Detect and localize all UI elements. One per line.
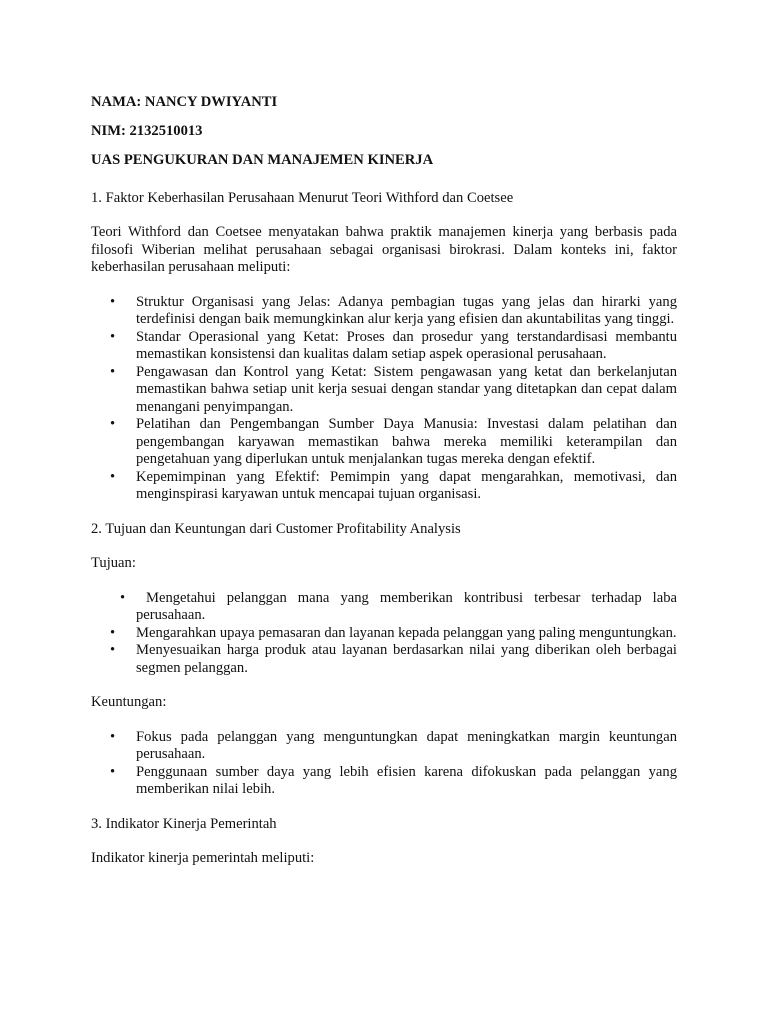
list-item: • Mengarahkan upaya pemasaran dan layanan kepada pelanggan yang paling menguntungkan. [136,625,677,643]
tujuan-list [91,590,677,678]
section-1-intro: Teori Withford dan Coetsee menyatakan bahwa praktik manajemen kinerja yang berbasis pada filosofi Wiberian melihat perusahaan sebagai organisasi birokrasi. Dalam konteks ini, faktor keberhasilan perusahaan meliputi: [91,224,677,275]
section-1-title: 1. Faktor Keberhasilan Perusahaan Menurut Teori Withford dan Coetsee [91,189,514,206]
section-3-title: 3. Indikator Kinerja Pemerintah [91,815,277,832]
list-item: • Mengetahui pelanggan mana yang memberikan kontribusi terbesar terhadap laba perusahaan. [136,590,677,625]
tujuan-label: Tujuan: [91,555,136,571]
keuntungan-list [91,729,677,799]
section-3-intro: Indikator kinerja pemerintah meliputi: [91,850,315,866]
list-item: • Standar Operasional yang Ketat: Proses dan prosedur yang terstandardisasi membantu memastikan konsistensi dan kualitas dalam setiap aspek operasional perusahaan. [136,329,677,364]
student-nim: NIM: 2132510013 [91,123,203,139]
list-item: • Struktur Organisasi yang Jelas: Adanya pembagian tugas yang jelas dan hirarki yang terdefinisi dengan baik memungkinkan alur kerja yang efisien dan akuntabilitas yang tinggi. [136,294,677,329]
list-item: • Pelatihan dan Pengembangan Sumber Daya Manusia: Investasi dalam pelatihan dan pengembangan karyawan memastikan bahwa mereka memiliki keterampilan dan pengetahuan yang diperlukan untuk menjalankan tugas mereka dengan efektif. [136,416,677,469]
student-name: NAMA: NANCY DWIYANTI [91,94,278,110]
list-item: • Kepemimpinan yang Efektif: Pemimpin yang dapat mengarahkan, memotivasi, dan menginspirasi karyawan untuk mencapai tujuan organisasi. [136,469,677,504]
list-item: • Pengawasan dan Kontrol yang Ketat: Sistem pengawasan yang ketat dan berkelanjutan memastikan bahwa setiap unit kerja sesuai dengan standar yang ditetapkan dan cepat dalam menangani penyimpangan. [136,364,677,417]
list-item: • Fokus pada pelanggan yang menguntungkan dapat meningkatkan margin keuntungan perusahaan. [136,729,677,764]
list-item: • Menyesuaikan harga produk atau layanan berdasarkan nilai yang diberikan oleh berbagai segmen pelanggan. [136,642,677,677]
list-item: • Penggunaan sumber daya yang lebih efisien karena difokuskan pada pelanggan yang memberikan nilai lebih. [136,764,677,799]
section-2-title: 2. Tujuan dan Keuntungan dari Customer Profitability Analysis [91,520,461,537]
keuntungan-label: Keuntungan: [91,694,167,710]
section-1-list [91,294,677,504]
document-title: UAS PENGUKURAN DAN MANAJEMEN KINERJA [91,152,434,168]
document-body [91,94,677,868]
